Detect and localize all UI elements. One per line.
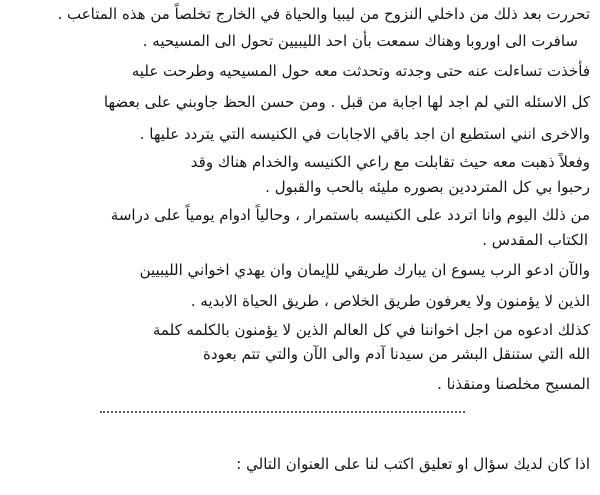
letter-line-11: الذين لا يؤمنون ولا يعرفون طريق الخلاص ، طريق الحياة الابديه . (190, 292, 590, 310)
dotted-separator (100, 411, 465, 413)
letter-line-12: كذلك ادعوه من اجل اخواننا في كل العالم الذين لا يؤمنون بالكلمه كلمة (152, 321, 590, 339)
letter-line-2: سافرت الى اوروبا وهناك سمعت بأن احد الليبيين تحول الى المسيحيه . (142, 32, 578, 50)
letter-line-10: والآن ادعو الرب يسوع ان يبارك طريقي للإيمان وان يهدي اخواني الليبيين (139, 261, 590, 279)
letter-line-3: فأخذت تساءلت عنه حتى وجدته وتحدثت معه حول المسيحيه وطرحت عليه (131, 62, 590, 80)
letter-line-9: الكتاب المقدس . (482, 231, 588, 249)
letter-line-8: من ذلك اليوم وانا اتردد على الكنيسه باستمرار ، وحالياً ادوام يومياً على دراسة (110, 206, 590, 224)
letter-line-6: وفعلاً ذهبت معه حيث تقابلت مع راعي الكنيسه والخدام هناك وقد (190, 153, 590, 171)
letter-line-5: والاخرى انني استطيع ان اجد باقي الاجابات في الكنيسه التي يتردد عليها . (139, 125, 590, 143)
letter-line-14: المسيح مخلصنا ومنقذنا . (437, 375, 590, 393)
contact-footer-line: اذا كان لديك سؤال او تعليق اكتب لنا على العنوان التالي : (236, 455, 590, 473)
letter-line-13: الله التي ستنقل البشر من سيدنا آدم والى الآن والتي تتم بعودة (203, 345, 590, 363)
letter-line-1: تحررت بعد ذلك من داخلي النزوح من ليبيا والحياة في الخارج تخلصاً من هذه المتاعب . (57, 5, 590, 23)
letter-line-7: رحبوا بي كل المترددين بصوره مليئه بالحب والقبول . (265, 178, 590, 196)
letter-line-4: كل الاسئله التي لم اجد لها اجابة من قبل . ومن حسن الحظ جاوبني على بعضها (103, 93, 590, 111)
